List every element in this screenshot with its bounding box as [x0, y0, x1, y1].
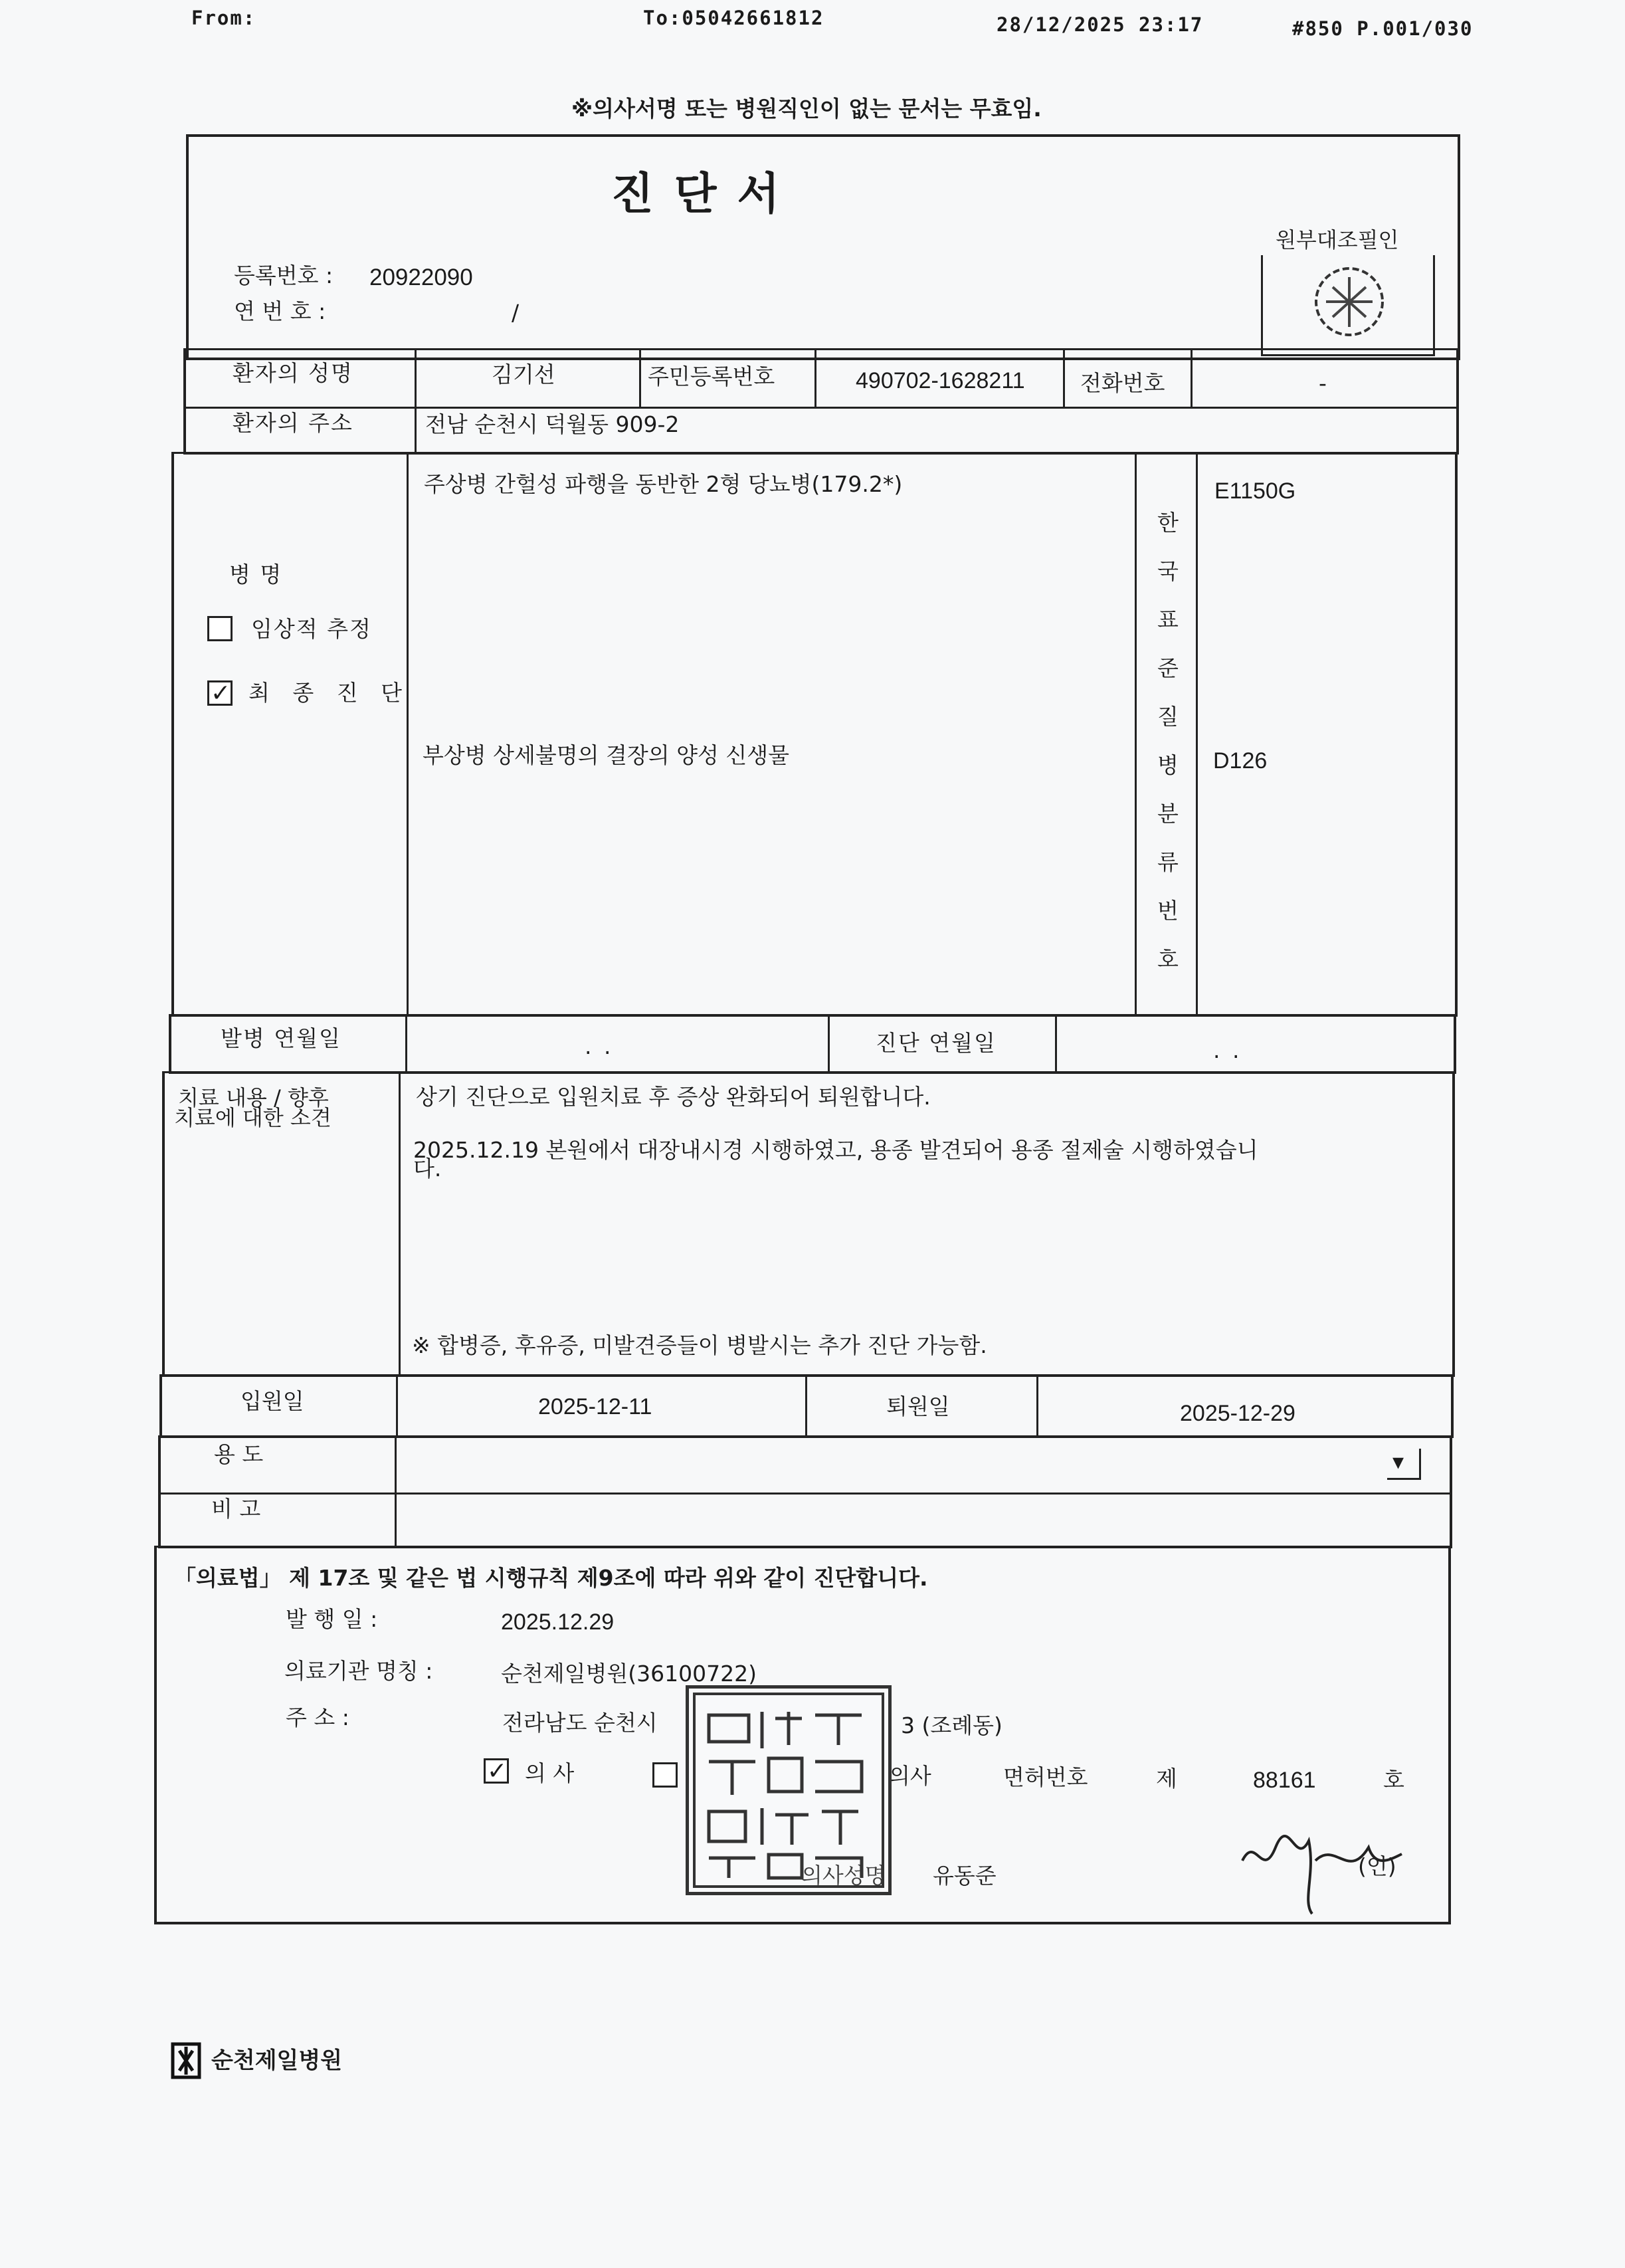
doctor-name-label: 의사성명: [801, 1863, 886, 1889]
original-check-box: [1261, 255, 1435, 356]
treatment-line2: 2025.12.19 본원에서 대장내시경 시행하였고, 용종 발견되어 용종 절제술 시행하였습니: [413, 1137, 1258, 1163]
dentist-label: 의사: [889, 1763, 931, 1789]
patient-address: 전남 순천시 덕월동 909-2: [425, 411, 680, 437]
sub-diagnosis-code: D126: [1213, 748, 1268, 773]
main-diagnosis-code: E1150G: [1214, 478, 1296, 504]
admission-label: 입원일: [240, 1388, 304, 1414]
serial-label: 연 번 호 :: [234, 298, 326, 324]
diagnosis-date-label: 진단 연월일: [876, 1030, 997, 1056]
hospital-logo-icon: [170, 2041, 202, 2080]
phone-value: -: [1319, 370, 1327, 396]
diagnosis-date-value: . .: [1213, 1037, 1242, 1063]
doctor-checkbox[interactable]: [484, 1758, 509, 1784]
final-diagnosis-checkbox[interactable]: [207, 680, 233, 706]
kcd-code-header: 한국표준질병분류번호: [1157, 510, 1179, 972]
onset-date-label: 발병 연월일: [221, 1025, 341, 1051]
disease-section: [171, 452, 1458, 1017]
treatment-note: ※ 합병증, 후유증, 미발견증들이 병발시는 추가 진단 가능함.: [412, 1332, 987, 1358]
hospital-seal: [686, 1685, 892, 1895]
admission-date: 2025-12-11: [538, 1394, 652, 1419]
onset-date-value: . .: [585, 1033, 614, 1059]
institution-name: 순천제일병원(36100722): [501, 1661, 757, 1687]
document-title: 진 단 서: [611, 168, 783, 219]
original-check-stamp-icon: [1299, 260, 1399, 347]
clinical-estimate-label: 임상적 추정: [251, 616, 372, 642]
legal-statement: 「의료법」 제 17조 및 같은 법 시행규칙 제9조에 따라 위와 같이 진단합니다.: [174, 1565, 928, 1591]
license-suffix: 호: [1383, 1767, 1404, 1793]
patient-name-label: 환자의 성명: [233, 360, 353, 386]
validity-notice: ※의사서명 또는 병원직인이 없는 문서는 무효임.: [571, 96, 1042, 122]
institution-address-tail: 3 (조례동): [901, 1712, 1003, 1738]
rrn-value: 490702-1628211: [856, 368, 1025, 393]
doctor-check-icon: ✓: [487, 1758, 508, 1785]
institution-address-label: 주 소 :: [286, 1704, 349, 1730]
disease-label: 병 명: [229, 562, 283, 587]
clinical-estimate-checkbox[interactable]: [207, 616, 233, 641]
doctor-name: 유동준: [933, 1863, 997, 1889]
fax-from: From:: [191, 7, 256, 29]
final-diagnosis-label: 최 종 진 단: [248, 680, 410, 706]
license-number: 88161: [1253, 1768, 1316, 1793]
issue-date: 2025.12.29: [501, 1609, 615, 1635]
final-check-icon: ✓: [211, 680, 231, 707]
license-prefix: 제: [1156, 1766, 1177, 1792]
sub-diagnosis: 부상병 상세불명의 결장의 양성 신생물: [423, 742, 790, 768]
seal-mark: (인): [1358, 1853, 1396, 1879]
registration-number: 20922090: [369, 264, 473, 290]
phone-label: 전화번호: [1080, 370, 1165, 396]
purpose-dropdown[interactable]: [1387, 1449, 1421, 1480]
doctor-label: 의 사: [525, 1760, 575, 1786]
fax-datetime: 28/12/2025 23:17: [997, 13, 1204, 36]
discharge-label: 퇴원일: [886, 1393, 950, 1419]
serial-value: /: [512, 300, 520, 326]
institution-label: 의료기관 명칭 :: [284, 1658, 433, 1684]
treatment-line1: 상기 진단으로 입원치료 후 증상 완화되어 퇴원합니다.: [416, 1084, 931, 1110]
hospital-seal-icon: [689, 1689, 888, 1892]
doctor-signature-icon: [1236, 1821, 1408, 1920]
treatment-label-line2: 치료에 대한 소견: [174, 1105, 332, 1130]
patient-section: [183, 348, 1459, 455]
license-label: 면허번호: [1003, 1764, 1088, 1790]
registration-label: 등록번호 :: [234, 262, 334, 288]
issue-date-label: 발 행 일 :: [286, 1606, 378, 1632]
institution-address: 전라남도 순천시: [502, 1710, 658, 1736]
treatment-label-line1: 치료 내용 / 향후: [178, 1085, 329, 1110]
purpose-remarks-section: [158, 1435, 1452, 1548]
rrn-label: 주민등록번호: [648, 363, 775, 389]
dates-row: [169, 1014, 1456, 1074]
purpose-label: 용 도: [214, 1441, 264, 1467]
original-check-label: 원부대조필인: [1276, 227, 1399, 253]
footer-brand: 순천제일병원: [211, 2047, 343, 2074]
main-diagnosis: 주상병 간헐성 파행을 동반한 2형 당뇨병(179.2*): [424, 471, 903, 497]
remarks-label: 비 고: [211, 1496, 261, 1522]
address-label: 환자의 주소: [233, 410, 353, 436]
chevron-down-icon: ▾: [1392, 1449, 1404, 1475]
dentist-checkbox[interactable]: [652, 1762, 678, 1788]
treatment-line2b: 다.: [413, 1156, 442, 1182]
fax-page: #850 P.001/030: [1292, 17, 1474, 40]
discharge-date: 2025-12-29: [1180, 1401, 1295, 1426]
treatment-section: [162, 1071, 1455, 1377]
fax-to: To:05042661812: [643, 7, 824, 29]
patient-name: 김기선: [492, 361, 555, 387]
